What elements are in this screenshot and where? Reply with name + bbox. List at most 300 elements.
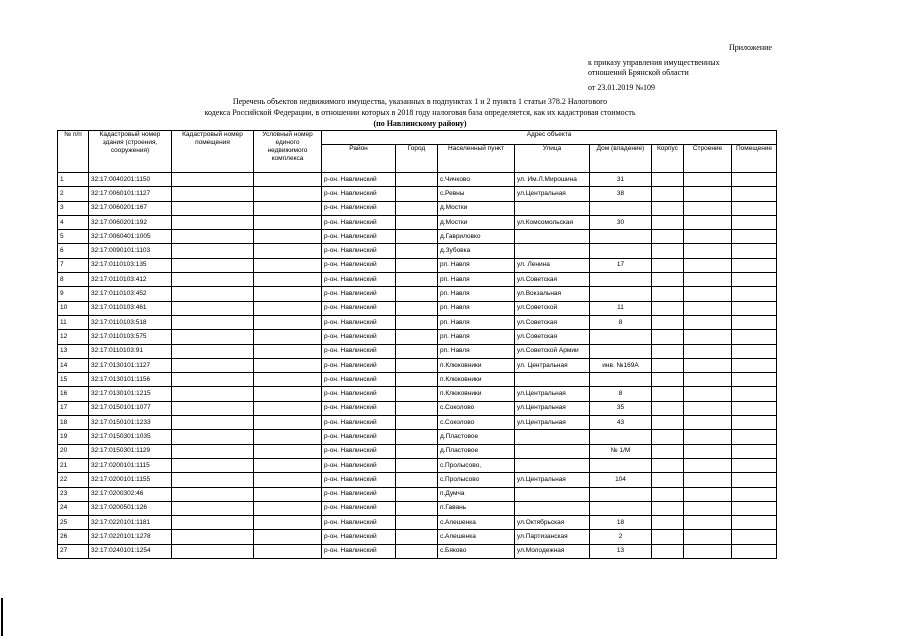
header-num: № п/п <box>58 131 89 173</box>
document-title-line-2: кодекса Российской Федерации, в отношении которых в 2018 году налоговая база определяется, как их кадастровая стоимость <box>204 108 636 117</box>
cell-empty <box>172 244 254 258</box>
cell-locality: с.Пролысово, <box>438 458 515 472</box>
cell-district: р-он. Навлинский <box>322 287 396 301</box>
cell-empty <box>396 244 438 258</box>
cell-house <box>590 273 652 287</box>
cell-empty <box>254 544 322 558</box>
cell-empty <box>652 501 684 515</box>
cell-empty <box>732 187 777 201</box>
cell-cad: 32:17:0060201:192 <box>89 215 172 229</box>
cell-empty <box>684 330 732 344</box>
cell-empty <box>172 344 254 358</box>
cell-empty <box>652 201 684 215</box>
cell-cad: 32:17:0110103:412 <box>89 273 172 287</box>
cell-empty <box>172 358 254 372</box>
cell-locality: п.Клюковники <box>438 358 515 372</box>
cell-locality: с.Бяково <box>438 544 515 558</box>
cell-district: р-он. Навлинский <box>322 416 396 430</box>
cell-empty <box>396 187 438 201</box>
cell-empty <box>254 473 322 487</box>
cell-locality: рп. Навля <box>438 258 515 272</box>
cell-district: р-он. Навлинский <box>322 301 396 315</box>
cell-empty <box>254 358 322 372</box>
cell-empty <box>254 201 322 215</box>
cell-locality: д.Пластовое <box>438 430 515 444</box>
cell-cad: 32:17:0240101:1254 <box>89 544 172 558</box>
table-row <box>58 487 777 501</box>
cell-empty <box>732 244 777 258</box>
appendix-title: Приложение <box>729 43 772 52</box>
cell-empty <box>396 373 438 387</box>
table-row <box>58 444 777 458</box>
cell-empty <box>684 358 732 372</box>
cell-empty <box>254 416 322 430</box>
cell-house: 43 <box>590 416 652 430</box>
cell-empty <box>254 530 322 544</box>
cell-num: 17 <box>58 401 89 415</box>
cell-street: ул.Советская <box>515 330 590 344</box>
cell-num: 27 <box>58 544 89 558</box>
cell-empty <box>732 501 777 515</box>
cell-locality: рп. Навля <box>438 273 515 287</box>
cell-street: ул.Центральная <box>515 187 590 201</box>
cell-empty <box>254 387 322 401</box>
cell-empty <box>732 230 777 244</box>
cell-empty <box>652 273 684 287</box>
cell-locality: с.Соколово <box>438 416 515 430</box>
table-header <box>58 131 777 173</box>
cell-num: 1 <box>58 173 89 187</box>
table-row <box>58 516 777 530</box>
cell-street <box>515 444 590 458</box>
cell-district: р-он. Навлинский <box>322 330 396 344</box>
cell-empty <box>396 430 438 444</box>
table-row <box>58 244 777 258</box>
cell-empty <box>684 516 732 530</box>
cell-empty <box>732 215 777 229</box>
cell-empty <box>254 287 322 301</box>
table-row <box>58 201 777 215</box>
cell-locality: с.Алешенка <box>438 516 515 530</box>
cell-house: 8 <box>590 315 652 329</box>
cell-empty <box>732 401 777 415</box>
cell-district: р-он. Навлинский <box>322 430 396 444</box>
header-room-cadastral: Кадастровый номер помещения <box>172 131 254 173</box>
cell-empty <box>254 401 322 415</box>
cell-cad: 32:17:0110103:135 <box>89 258 172 272</box>
cell-empty <box>732 344 777 358</box>
cell-empty <box>732 301 777 315</box>
table-row <box>58 473 777 487</box>
cell-empty <box>732 516 777 530</box>
cell-empty <box>172 215 254 229</box>
header-room: Помещение <box>732 145 777 173</box>
header-structure: Строение <box>684 145 732 173</box>
table-row <box>58 430 777 444</box>
cell-empty <box>396 444 438 458</box>
cell-empty <box>684 344 732 358</box>
cell-empty <box>396 487 438 501</box>
cell-num: 13 <box>58 344 89 358</box>
header-house: Дом (владение) <box>590 145 652 173</box>
cell-num: 21 <box>58 458 89 472</box>
header-street: Улица <box>515 145 590 173</box>
cell-num: 15 <box>58 373 89 387</box>
cell-num: 8 <box>58 273 89 287</box>
cell-empty <box>652 344 684 358</box>
cell-empty <box>652 416 684 430</box>
cell-cad: 32:17:0110103:461 <box>89 301 172 315</box>
cell-empty <box>684 373 732 387</box>
header-city: Город <box>396 145 438 173</box>
cell-num: 5 <box>58 230 89 244</box>
cell-street <box>515 430 590 444</box>
cell-empty <box>254 373 322 387</box>
cell-empty <box>652 473 684 487</box>
cell-district: р-он. Навлинский <box>322 273 396 287</box>
cell-street: ул.Вокзальная <box>515 287 590 301</box>
cell-empty <box>172 458 254 472</box>
cell-street <box>515 244 590 258</box>
cell-cad: 32:17:0110103:575 <box>89 330 172 344</box>
cell-empty <box>172 258 254 272</box>
cell-district: р-он. Навлинский <box>322 458 396 472</box>
cell-locality: п.Думча <box>438 487 515 501</box>
cell-cad: 32:17:0200501:126 <box>89 501 172 515</box>
cell-empty <box>684 401 732 415</box>
cell-empty <box>652 215 684 229</box>
cell-street: ул. Им.Л.Мирошина <box>515 173 590 187</box>
cell-locality: д.Пластовое <box>438 444 515 458</box>
cell-empty <box>684 244 732 258</box>
cell-empty <box>172 230 254 244</box>
cell-cad: 32:17:0040201:1150 <box>89 173 172 187</box>
cell-empty <box>684 273 732 287</box>
cell-cad: 32:17:0200101:1155 <box>89 473 172 487</box>
cell-num: 22 <box>58 473 89 487</box>
cell-empty <box>172 301 254 315</box>
cell-empty <box>732 444 777 458</box>
cell-house <box>590 244 652 258</box>
cell-district: р-он. Навлинский <box>322 401 396 415</box>
cell-empty <box>172 173 254 187</box>
cell-empty <box>396 201 438 215</box>
cell-empty <box>652 430 684 444</box>
cell-cad: 32:17:0150301:1129 <box>89 444 172 458</box>
cell-locality: д.Мостки <box>438 215 515 229</box>
cell-empty <box>684 287 732 301</box>
cell-empty <box>254 444 322 458</box>
property-list-table <box>57 130 777 559</box>
cell-empty <box>254 315 322 329</box>
cell-num: 9 <box>58 287 89 301</box>
cell-street: ул.Центральная <box>515 401 590 415</box>
cell-empty <box>396 315 438 329</box>
cell-empty <box>172 487 254 501</box>
cell-empty <box>172 387 254 401</box>
cell-empty <box>254 430 322 444</box>
cell-num: 25 <box>58 516 89 530</box>
header-conditional-number: Условный номер единого недвижимого комплекса <box>254 131 322 173</box>
cell-house <box>590 287 652 301</box>
cell-empty <box>172 287 254 301</box>
cell-empty <box>732 258 777 272</box>
cell-num: 23 <box>58 487 89 501</box>
cell-empty <box>172 330 254 344</box>
table-row <box>58 215 777 229</box>
cell-street: ул.Комсомольская <box>515 215 590 229</box>
cell-house <box>590 430 652 444</box>
cell-num: 6 <box>58 244 89 258</box>
cell-empty <box>732 330 777 344</box>
cell-empty <box>684 544 732 558</box>
cell-locality: с.Алешенка <box>438 530 515 544</box>
appendix-date-number: от 23.01.2019 №109 <box>588 83 656 92</box>
cell-empty <box>396 516 438 530</box>
cell-empty <box>396 230 438 244</box>
cell-empty <box>652 544 684 558</box>
cell-empty <box>732 544 777 558</box>
cell-street: ул.Центральная <box>515 416 590 430</box>
cell-num: 4 <box>58 215 89 229</box>
cell-empty <box>684 230 732 244</box>
cell-house: 18 <box>590 516 652 530</box>
cell-empty <box>254 330 322 344</box>
cell-locality: д.Зубовка <box>438 244 515 258</box>
table-row <box>58 230 777 244</box>
cell-empty <box>684 301 732 315</box>
cell-house <box>590 344 652 358</box>
cell-house: 8 <box>590 387 652 401</box>
cell-empty <box>684 201 732 215</box>
table-row <box>58 344 777 358</box>
appendix-order-line: к приказу управления имущественных <box>588 58 720 67</box>
cell-empty <box>684 387 732 401</box>
cell-district: р-он. Навлинский <box>322 258 396 272</box>
cell-cad: 32:17:0220101:1278 <box>89 530 172 544</box>
cell-empty <box>732 287 777 301</box>
cell-cad: 32:17:0200302:46 <box>89 487 172 501</box>
table-row <box>58 401 777 415</box>
cell-num: 3 <box>58 201 89 215</box>
cell-street: ул.Октябрьская <box>515 516 590 530</box>
table-row <box>58 544 777 558</box>
cell-street <box>515 487 590 501</box>
cell-empty <box>652 230 684 244</box>
cell-street: ул. Центральная <box>515 358 590 372</box>
cell-empty <box>652 287 684 301</box>
cell-cad: 32:17:0130101:1215 <box>89 387 172 401</box>
cell-empty <box>652 401 684 415</box>
cell-empty <box>684 473 732 487</box>
cell-cad: 32:17:0200101:1115 <box>89 458 172 472</box>
cell-empty <box>172 273 254 287</box>
cell-house <box>590 373 652 387</box>
table-row <box>58 315 777 329</box>
cell-locality: п.Клюковники <box>438 387 515 401</box>
cell-locality: с.Пролысово <box>438 473 515 487</box>
cell-empty <box>172 544 254 558</box>
cell-district: р-он. Навлинский <box>322 487 396 501</box>
cell-empty <box>652 444 684 458</box>
cell-district: р-он. Навлинский <box>322 501 396 515</box>
cell-empty <box>396 215 438 229</box>
cell-empty <box>396 387 438 401</box>
cell-empty <box>652 187 684 201</box>
cell-empty <box>732 487 777 501</box>
cell-empty <box>652 258 684 272</box>
cell-empty <box>732 173 777 187</box>
document-title-district: (по Навлинскому району) <box>373 119 467 128</box>
cell-cad: 32:17:0110103:452 <box>89 287 172 301</box>
cell-empty <box>732 473 777 487</box>
cell-empty <box>732 458 777 472</box>
cell-empty <box>396 287 438 301</box>
cell-empty <box>396 530 438 544</box>
table-row <box>58 530 777 544</box>
cell-street <box>515 458 590 472</box>
cell-street <box>515 230 590 244</box>
cell-empty <box>254 301 322 315</box>
cell-empty <box>732 315 777 329</box>
table-row <box>58 458 777 472</box>
cell-num: 19 <box>58 430 89 444</box>
cell-empty <box>684 530 732 544</box>
table-row <box>58 387 777 401</box>
table-row <box>58 501 777 515</box>
cell-district: р-он. Навлинский <box>322 315 396 329</box>
cell-locality: рп. Навля <box>438 315 515 329</box>
cell-house: 30 <box>590 215 652 229</box>
cell-locality: рп. Навля <box>438 330 515 344</box>
cell-empty <box>652 315 684 329</box>
cell-num: 26 <box>58 530 89 544</box>
cell-district: р-он. Навлинский <box>322 358 396 372</box>
cell-empty <box>254 458 322 472</box>
cell-street: ул.Советской Армии <box>515 344 590 358</box>
header-address: Адрес объекта <box>322 131 777 145</box>
cell-empty <box>684 173 732 187</box>
cell-house <box>590 487 652 501</box>
cell-cad: 32:17:0060401:1005 <box>89 230 172 244</box>
table-row <box>58 330 777 344</box>
cell-district: р-он. Навлинский <box>322 473 396 487</box>
cell-empty <box>732 201 777 215</box>
header-district: Район <box>322 145 396 173</box>
cell-district: р-он. Навлинский <box>322 387 396 401</box>
cell-empty <box>396 173 438 187</box>
cell-empty <box>396 344 438 358</box>
cell-house <box>590 458 652 472</box>
cell-street: ул.Советской <box>515 301 590 315</box>
cell-empty <box>172 473 254 487</box>
cell-empty <box>684 430 732 444</box>
cell-num: 24 <box>58 501 89 515</box>
table-row <box>58 258 777 272</box>
header-corpus: Корпус <box>652 145 684 173</box>
table-row <box>58 173 777 187</box>
cell-empty <box>684 444 732 458</box>
table-row <box>58 416 777 430</box>
cell-street <box>515 201 590 215</box>
cell-street: ул.Центральная <box>515 387 590 401</box>
cell-num: 2 <box>58 187 89 201</box>
cell-empty <box>652 330 684 344</box>
cell-empty <box>172 516 254 530</box>
scan-edge-mark <box>1 598 3 636</box>
cell-house: 104 <box>590 473 652 487</box>
cell-locality: д.Мостки <box>438 201 515 215</box>
cell-street <box>515 501 590 515</box>
cell-house: № 1/М <box>590 444 652 458</box>
cell-house <box>590 330 652 344</box>
cell-house: 17 <box>590 258 652 272</box>
cell-num: 7 <box>58 258 89 272</box>
cell-num: 10 <box>58 301 89 315</box>
table-row <box>58 287 777 301</box>
cell-locality: рп. Навля <box>438 344 515 358</box>
cell-house: 11 <box>590 301 652 315</box>
cell-street: ул.Советская <box>515 273 590 287</box>
cell-empty <box>652 173 684 187</box>
cell-cad: 32:17:0150101:1077 <box>89 401 172 415</box>
cell-empty <box>684 258 732 272</box>
header-building-cadastral: Кадастровый номер здания (строения, сооружения) <box>89 131 172 173</box>
cell-locality: с.Ревны <box>438 187 515 201</box>
cell-empty <box>172 373 254 387</box>
cell-cad: 32:17:0060201:167 <box>89 201 172 215</box>
table-row <box>58 187 777 201</box>
cell-num: 16 <box>58 387 89 401</box>
cell-empty <box>254 516 322 530</box>
cell-locality: рп. Навля <box>438 287 515 301</box>
cell-empty <box>732 530 777 544</box>
cell-house: 13 <box>590 544 652 558</box>
cell-num: 11 <box>58 315 89 329</box>
cell-num: 14 <box>58 358 89 372</box>
cell-district: р-он. Навлинский <box>322 244 396 258</box>
cell-empty <box>254 187 322 201</box>
cell-empty <box>172 315 254 329</box>
cell-empty <box>254 501 322 515</box>
cell-empty <box>172 530 254 544</box>
cell-locality: п.Гавань <box>438 501 515 515</box>
cell-empty <box>172 187 254 201</box>
cell-empty <box>652 387 684 401</box>
cell-cad: 32:17:0150101:1233 <box>89 416 172 430</box>
cell-district: р-он. Навлинский <box>322 544 396 558</box>
cell-cad: 32:17:0110103:91 <box>89 344 172 358</box>
cell-empty <box>732 387 777 401</box>
cell-empty <box>684 458 732 472</box>
cell-empty <box>254 344 322 358</box>
cell-district: р-он. Навлинский <box>322 344 396 358</box>
cell-empty <box>684 487 732 501</box>
cell-empty <box>732 416 777 430</box>
cell-district: р-он. Навлинский <box>322 530 396 544</box>
cell-empty <box>172 444 254 458</box>
table-row <box>58 358 777 372</box>
header-locality: Населенный пункт <box>438 145 515 173</box>
cell-empty <box>652 301 684 315</box>
cell-empty <box>396 258 438 272</box>
cell-empty <box>396 358 438 372</box>
cell-num: 20 <box>58 444 89 458</box>
cell-empty <box>254 258 322 272</box>
cell-cad: 32:17:0130101:1156 <box>89 373 172 387</box>
cell-empty <box>254 487 322 501</box>
cell-empty <box>396 458 438 472</box>
